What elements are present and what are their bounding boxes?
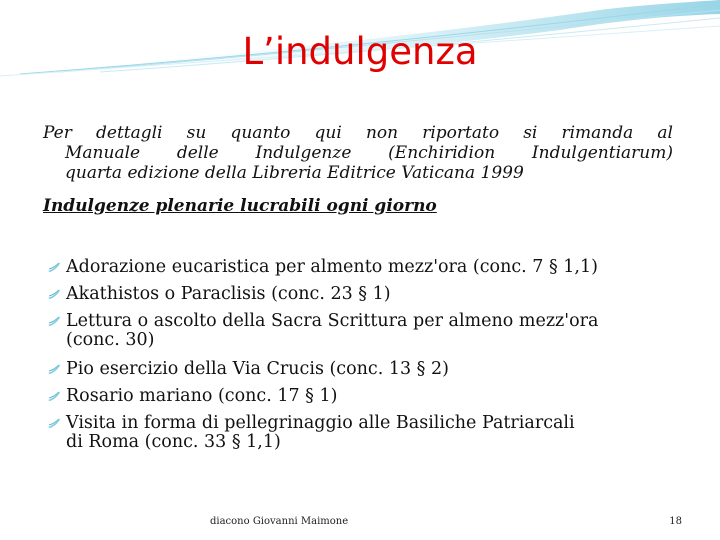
list-item-continuation: di Roma (conc. 33 § 1,1): [66, 432, 281, 452]
swoosh-bullet-icon: [47, 390, 62, 402]
slide-footer: [0, 516, 720, 532]
swoosh-bullet-icon: [47, 288, 62, 300]
intro-line-3: quarta edizione della Libreria Editrice Vaticana 1999: [65, 163, 524, 183]
list-item: [44, 308, 694, 356]
swoosh-bullet-icon: [47, 315, 62, 327]
slide-title: L’indulgenza: [242, 30, 478, 73]
list-item: [44, 383, 694, 410]
list-item-text: Pio esercizio della Via Crucis (conc. 13 § 2): [66, 359, 449, 379]
list-item-text: Rosario mariano (conc. 17 § 1): [66, 386, 338, 406]
intro-paragraph: [43, 123, 673, 183]
list-item-text: Adorazione eucaristica per almento mezz'ora (conc. 7 § 1,1): [66, 257, 598, 277]
list-item-text: Visita in forma di pellegrinaggio alle Basiliche Patriarcali: [66, 413, 575, 433]
list-item: [44, 410, 694, 458]
list-item: [44, 254, 694, 281]
indulgence-list: [44, 254, 694, 458]
swoosh-bullet-icon: [47, 261, 62, 273]
list-item: [44, 356, 694, 383]
footer-author: diacono Giovanni Maimone: [210, 516, 349, 527]
section-subheading: Indulgenze plenarie lucrabili ogni giorno: [43, 196, 437, 216]
list-item-text: Akathistos o Paraclisis (conc. 23 § 1): [66, 284, 391, 304]
intro-line-1: Per dettagli su quanto qui non riportato si rimanda al: [43, 123, 673, 143]
swoosh-bullet-icon: [47, 417, 62, 429]
list-item-text: Lettura o ascolto della Sacra Scrittura per almeno mezz'ora: [66, 311, 599, 331]
list-item: [44, 281, 694, 308]
swoosh-bullet-icon: [47, 363, 62, 375]
list-item-continuation: (conc. 30): [66, 330, 155, 350]
intro-line-2: Manuale delle Indulgenze (Enchiridion Indulgentiarum): [65, 143, 673, 163]
page-number: 18: [669, 516, 682, 527]
